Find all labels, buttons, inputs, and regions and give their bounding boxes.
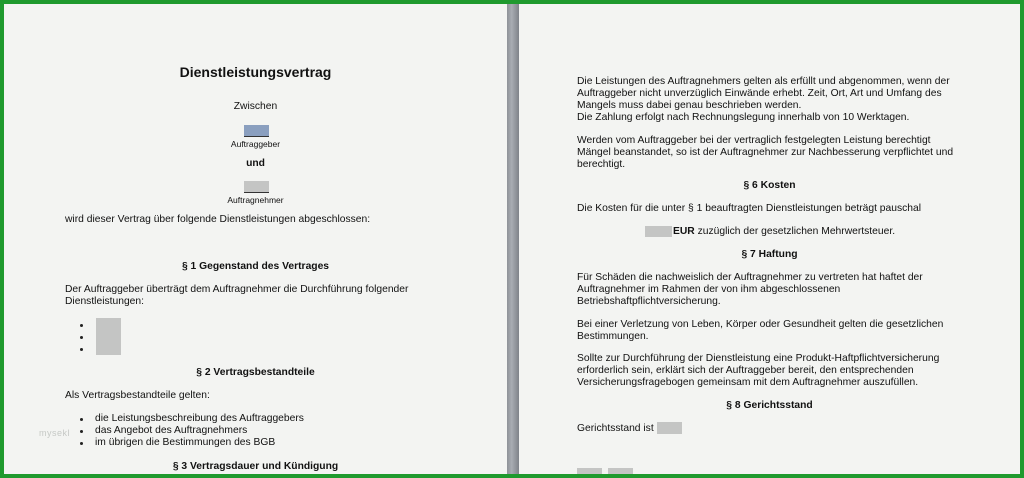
bullet-icon: [80, 418, 83, 421]
bullet-icon: [80, 336, 83, 339]
paragraph-line: Bestimmungen.: [577, 331, 649, 342]
bullet-icon: [80, 430, 83, 433]
contractor-underline: [244, 192, 269, 193]
paragraph-line: berechtigt.: [577, 159, 626, 170]
document-title: Dienstleistungsvertrag: [179, 64, 332, 80]
section-6-text: Die Kosten für die unter § 1 beauftragten Dienstleistungen beträgt pauschal: [577, 203, 922, 214]
paragraph-line: Für Schäden die nachweislich der Auftragnehmer zu vertreten hat haftet der: [577, 272, 923, 283]
section-3-heading: § 3 Vertragsdauer und Kündigung: [172, 461, 339, 472]
paragraph-line: Werden vom Auftraggeber bei der vertraglich festgelegten Leistung berechtigt: [577, 135, 931, 146]
section-2-intro: Als Vertragsbestandteile gelten:: [65, 390, 210, 401]
paragraph-line: Versicherungsfragebogen gemeinsam mit dem Auftragnehmer auszufüllen.: [577, 377, 919, 388]
list-item: die Leistungsbeschreibung des Auftraggebers: [95, 413, 304, 424]
list-item: das Angebot des Auftragnehmers: [95, 425, 248, 436]
watermark: mysekl: [39, 428, 71, 438]
and-label: und: [246, 158, 265, 169]
page-left: [4, 4, 507, 474]
paragraph-line: Mangels muss dabei genau beschrieben werden.: [577, 100, 802, 111]
paragraph-line: Mängel beanstandet, so ist der Auftragnehmer zur Nachbesserung verpflichtet und: [577, 147, 954, 158]
bullet-icon: [80, 324, 83, 327]
document-viewer: [4, 4, 1020, 474]
section-8-text: Gerichtsstand ist: [577, 423, 654, 434]
signature-input-field[interactable]: [577, 468, 602, 474]
paragraph-line: Die Zahlung erfolgt nach Rechnungslegung innerhalb von 10 Werktagen.: [577, 112, 910, 123]
client-input-field[interactable]: [244, 125, 269, 136]
page-right: [519, 4, 1020, 474]
contractor-label: Auftragnehmer: [227, 195, 284, 205]
vat-line: [673, 226, 895, 238]
paragraph-line: erforderlich sein, erklärt sich der Auftraggeber bereit, den entsprechenden: [577, 365, 914, 376]
bullet-icon: [80, 348, 83, 351]
section-1-text-line: Der Auftraggeber überträgt dem Auftragnehmer die Durchführung folgender: [65, 284, 409, 295]
currency-label: EUR: [673, 226, 695, 237]
paragraph-line: Auftraggeber nicht unverzüglich Einwände erhebt. Zeit, Ort, Art und Umfang des: [577, 88, 942, 99]
paragraph-line: Auftragnehmer im Rahmen der von ihm abgeschlossenen: [577, 284, 841, 295]
bullet-icon: [80, 442, 83, 445]
section-1-text-line: Dienstleistungen:: [65, 296, 144, 307]
contractor-input-field[interactable]: [244, 181, 269, 192]
amount-input-field[interactable]: [645, 226, 672, 237]
section-6-heading: § 6 Kosten: [743, 180, 796, 191]
paragraph-line: Betriebshaftpflichtversicherung.: [577, 296, 721, 307]
list-item: im übrigen die Bestimmungen des BGB: [95, 437, 276, 448]
section-7-heading: § 7 Haftung: [741, 249, 798, 260]
between-label: Zwischen: [233, 101, 278, 112]
paragraph-line: Bei einer Verletzung von Leben, Körper oder Gesundheit gelten die gesetzlichen: [577, 319, 944, 330]
page-divider: [507, 4, 519, 474]
section-2-heading: § 2 Vertragsbestandteile: [196, 367, 315, 378]
court-input-field[interactable]: [657, 422, 682, 434]
vat-text: zuzüglich der gesetzlichen Mehrwertsteuer.: [694, 226, 896, 237]
section-1-heading: § 1 Gegenstand des Vertrages: [181, 261, 330, 272]
client-label: Auftraggeber: [230, 139, 281, 149]
section-8-heading: § 8 Gerichtsstand: [726, 400, 813, 411]
client-underline: [244, 136, 269, 137]
intro-text: wird dieser Vertrag über folgende Dienstleistungen abgeschlossen:: [65, 214, 371, 225]
signature-input-field[interactable]: [608, 468, 633, 474]
services-input-field[interactable]: [96, 318, 121, 355]
paragraph-line: Sollte zur Durchführung der Dienstleistung eine Produkt-Haftpflichtversicherung: [577, 353, 940, 364]
paragraph-line: Die Leistungen des Auftragnehmers gelten als erfüllt und abgenommen, wenn der: [577, 76, 950, 87]
